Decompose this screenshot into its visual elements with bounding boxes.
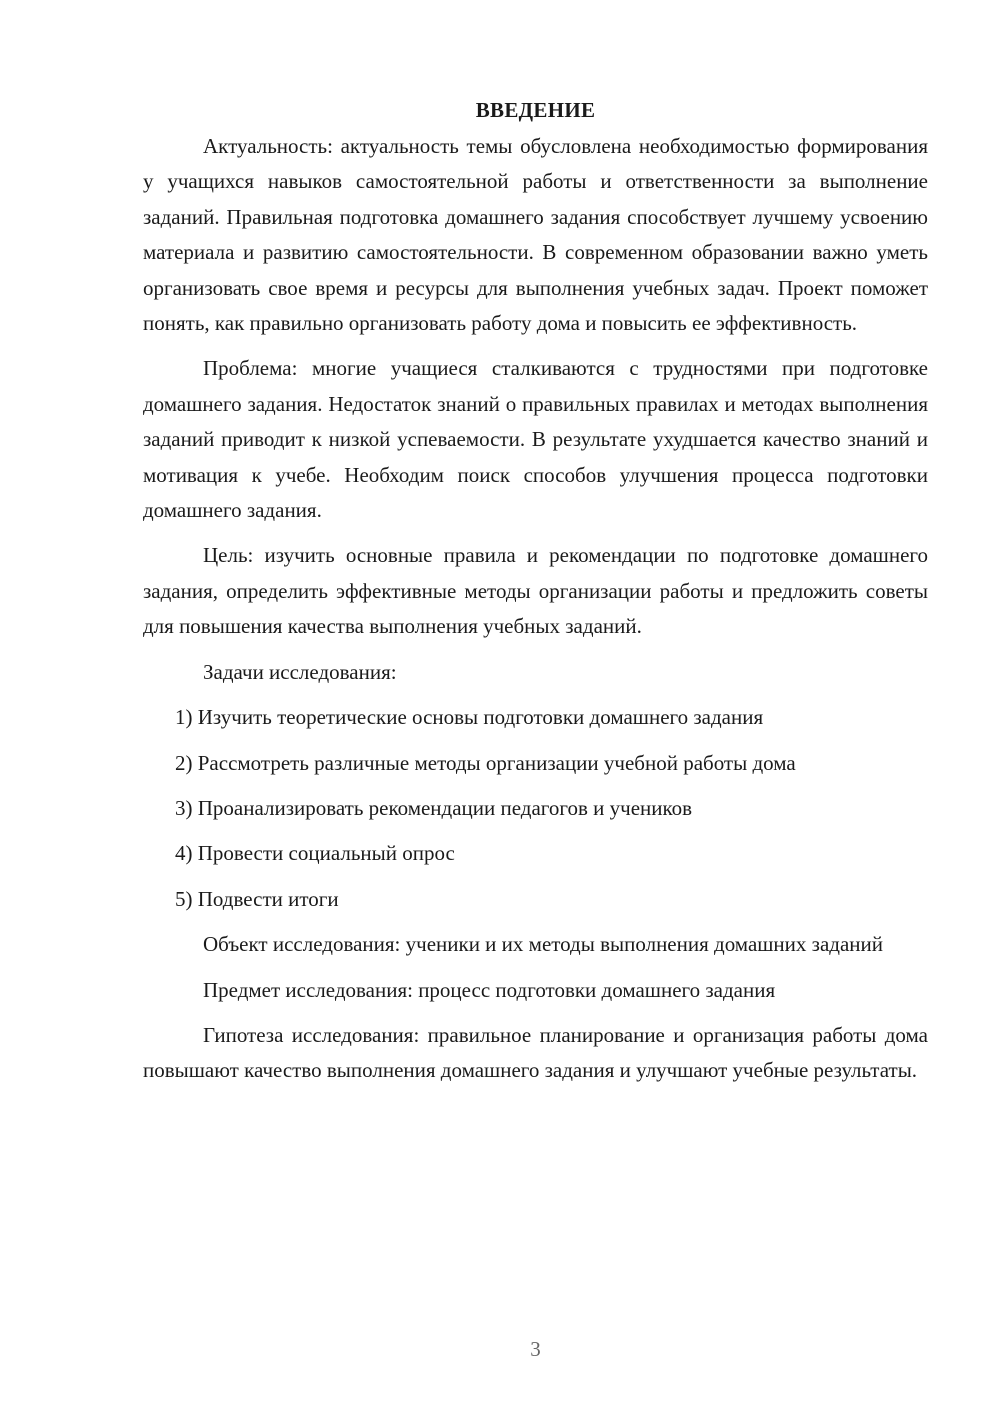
task-item-2: 2) Рассмотреть различные методы организации учебной работы дома bbox=[175, 750, 796, 775]
task-item-5: 5) Подвести итоги bbox=[175, 886, 339, 911]
goal-paragraph: Цель: изучить основные правила и рекомендации по подготовке домашнего задания, определить эффективные методы организации работы и предложить советы для повышения качества выполнения учебных заданий. bbox=[143, 543, 928, 639]
task-item-1: 1) Изучить теоретические основы подготовки домашнего задания bbox=[175, 705, 764, 730]
tasks-list bbox=[143, 700, 928, 917]
page-content bbox=[143, 95, 928, 1099]
object-paragraph: Объект исследования: ученики и их методы выполнения домашних заданий bbox=[203, 932, 883, 957]
page-title: ВВЕДЕНИЕ bbox=[475, 98, 596, 122]
task-item-4: 4) Провести социальный опрос bbox=[175, 841, 455, 866]
tasks-heading: Задачи исследования: bbox=[203, 659, 397, 684]
page-number: 3 bbox=[530, 1337, 541, 1361]
task-item-3: 3) Проанализировать рекомендации педагогов и учеников bbox=[175, 795, 693, 820]
subject-paragraph: Предмет исследования: процесс подготовки домашнего задания bbox=[203, 977, 776, 1002]
problem-paragraph: Проблема: многие учащиеся сталкиваются с трудностями при подготовке домашнего задания. Недостаток знаний о правильных правилах и методах выполнения заданий приводит к низкой успеваемости. В результате ухудшается качество знаний и мотивация к учебе. Необходим поиск способов улучшения процесса подготовки домашнего задания. bbox=[143, 356, 928, 523]
relevance-paragraph: Актуальность: актуальность темы обусловлена необходимостью формирования у учащихся навыков самостоятельной работы и ответственности за выполнение заданий. Правильная подготовка домашнего задания способствует лучшему усвоению материала и развитию самостоятельности. В современном образовании важно уметь организовать свое время и ресурсы для выполнения учебных задач. Проект поможет понять, как правильно организовать работу дома и повысить ее эффективность. bbox=[143, 134, 928, 336]
hypothesis-paragraph: Гипотеза исследования: правильное планирование и организация работы дома повышают качество выполнения домашнего задания и улучшают учебные результаты. bbox=[143, 1022, 928, 1083]
